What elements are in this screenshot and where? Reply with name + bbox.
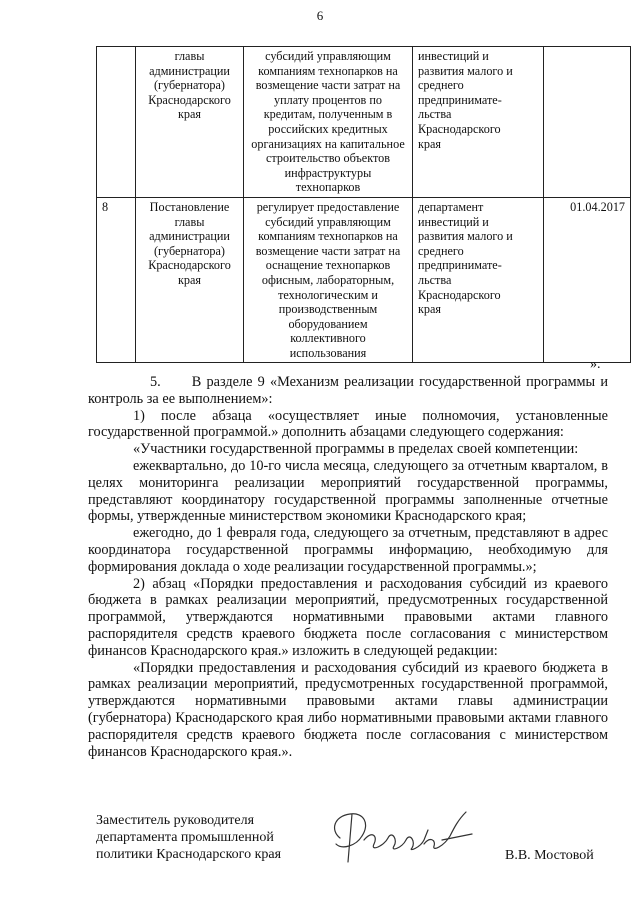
cell-line: использования [289,345,367,360]
cell-line: главы [174,214,205,229]
cell-line: коллективного [290,331,366,346]
paragraph: 2) абзац «Порядки предоставления и расходования субсидий из краевого бюджета в рамках реализации мероприятий, предусмотренных государственной программой, утверждаются нормативными правовыми актами главного распорядителя средств краевого бюджета после согласования с министерством финансов Краснодарского края.» изложить в следующей редакции: [88,575,608,659]
cell-line: (губернатора) [154,243,225,258]
cell-line: развития малого и [418,229,513,244]
cell-line: кредитам, полученным в [263,107,393,122]
cell-line: развития малого и [418,63,513,78]
cell-line: Краснодарского [148,92,231,107]
cell-line: компаниям технопарков на [258,63,398,78]
cell-line: российских кредитных [268,121,388,136]
cell-line: администрации [149,63,230,78]
cell-line: субсидий управляющим [265,214,391,229]
cell-line: края [418,136,442,151]
table-row [97,47,631,198]
cell-line: льства [418,272,452,287]
date-cell: 01.04.2017 [544,197,631,363]
cell-line: льства [418,107,452,122]
cell-line: возмещение части затрат на [255,78,401,93]
paragraph: «Участники государственной программы в пределах своей компетенции: [133,441,579,458]
signatory-title-line: политики Краснодарского края [96,847,282,862]
document-body [88,374,608,760]
cell-line: края [418,302,442,317]
paragraph: 5. В разделе 9 «Механизм реализации государственной программы и контроль за ее выполнением»: [88,374,608,407]
description-cell [244,47,413,198]
cell-line: строительство объектов [266,151,390,166]
cell-line: технопарков [295,180,361,195]
document-cell [136,47,244,198]
signatory-name: В.В. Мостовой [505,848,594,863]
cell-line: Краснодарского [418,287,501,302]
table-closing-quote: ». [590,357,601,372]
cell-line: компаниям технопарков на [258,229,398,244]
paragraph: «Порядки предоставления и расходования субсидий из краевого бюджета в рамках реализации мероприятий, предусмотренных государственной программой, утверждаются нормативными правовыми актами главы администрации (губернатора) Краснодарского края либо нормативными правовыми актами главного распорядителя средств краевого бюджета после согласования с министерством финансов Краснодарского края.». [88,659,608,760]
cell-line: среднего [418,243,464,258]
paragraph: ежегодно, до 1 февраля года, следующего за отчетным, представляют в адрес координатора государственной программы информацию, необходимую для формирования доклада о ходе реализации государственной программы.»; [88,525,608,575]
cell-line: оснащение технопарков [265,258,391,273]
description-cell [244,197,413,363]
cell-line: департамент [418,199,484,214]
cell-line: среднего [418,78,464,93]
cell-line: субсидий управляющим [265,49,391,63]
document-cell [136,197,244,363]
cell-line: возмещение части затрат на [255,243,401,258]
programs-table [96,46,631,363]
handwritten-signature [312,800,482,870]
cell-line: уплату процентов по [274,92,382,107]
cell-line: Постановление [149,199,230,214]
cell-line: производственным [278,302,378,317]
cell-line: главы [174,49,205,63]
table-row [97,197,631,363]
cell-line: Краснодарского [418,121,501,136]
paragraph: ежеквартально, до 10-го числа месяца, следующего за отчетным кварталом, в целях мониторинга реализации мероприятий государственной программы, представляют координатору государственной программы заполненные отчетные формы, утвержденные министерством экономики Краснодарского края; [88,457,608,525]
cell-line: организациях на капитальное [251,136,405,151]
cell-line: администрации [149,229,230,244]
cell-line: предпринимате- [418,92,502,107]
cell-line: предпринимате- [418,258,502,273]
cell-line: края [177,107,202,122]
paragraph: 1) после абзаца «осуществляет иные полномочия, установленные государственной программой.» дополнить абзацами следующего содержания: [88,407,608,441]
row-number: 8 [97,197,136,363]
cell-line: Краснодарского [148,258,231,273]
row-number [97,47,136,198]
cell-line: технологическим и [278,287,378,302]
cell-line: оборудованием [288,316,368,331]
cell-line: регулирует предоставление [256,199,400,214]
cell-line: офисным, лабораторным, [261,272,395,287]
signatory-title [96,812,281,863]
cell-line: (губернатора) [154,78,225,93]
page-number: 6 [316,8,324,23]
signatory-title-line: Заместитель руководителя [96,813,255,828]
cell-line: края [177,272,202,287]
department-cell [413,197,544,363]
department-cell [413,47,544,198]
cell-line: инвестиций и [418,49,489,63]
cell-line: инвестиций и [418,214,489,229]
signatory-title-line: департамента промышленной [96,830,274,845]
date-cell [544,47,631,198]
cell-line: инфраструктуры [284,165,372,180]
